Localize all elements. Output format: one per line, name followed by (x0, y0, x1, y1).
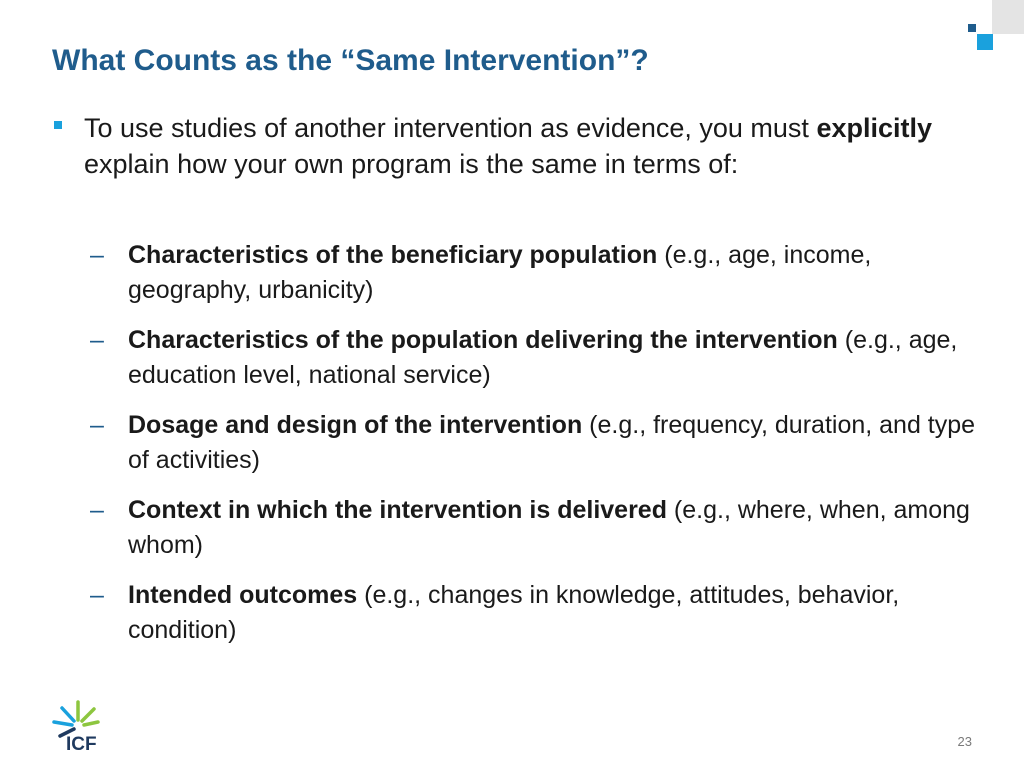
sub-bullet-list (90, 238, 990, 663)
corner-decoration (964, 0, 1024, 60)
corner-small-square (968, 24, 976, 32)
dash-bullet: – (90, 326, 104, 354)
dash-bullet: – (90, 496, 104, 524)
page-title: What Counts as the “Same Intervention”? (52, 44, 649, 77)
sub-item-beneficiary-population: – Characteristics of the beneficiary population (e.g., age, income, geography, urbanicity) (90, 238, 990, 308)
sub-item-context: – Context in which the intervention is delivered (e.g., where, when, among whom) (90, 493, 990, 563)
page-number: 23 (957, 734, 972, 749)
square-bullet-icon (54, 121, 62, 129)
dash-bullet: – (90, 411, 104, 439)
dash-bullet: – (90, 241, 104, 269)
sub-item-dosage-design: – Dosage and design of the intervention (e.g., frequency, duration, and type of activities) (90, 408, 990, 478)
main-bullet-text: To use studies of another intervention as evidence, you must explicitly explain how your own program is the same in terms of: (84, 113, 932, 179)
corner-gray-square (992, 0, 1024, 34)
corner-blue-square (977, 34, 993, 50)
logo-text: ICF (66, 734, 97, 752)
sub-item-delivering-population: – Characteristics of the population delivering the intervention (e.g., age, education level, national service) (90, 323, 990, 393)
emphasis-explicitly: explicitly (816, 113, 932, 143)
sub-item-intended-outcomes: – Intended outcomes (e.g., changes in knowledge, attitudes, behavior, condition) (90, 578, 990, 648)
dash-bullet: – (90, 581, 104, 609)
icf-logo (50, 700, 120, 752)
logo-burst-icon (54, 702, 98, 736)
